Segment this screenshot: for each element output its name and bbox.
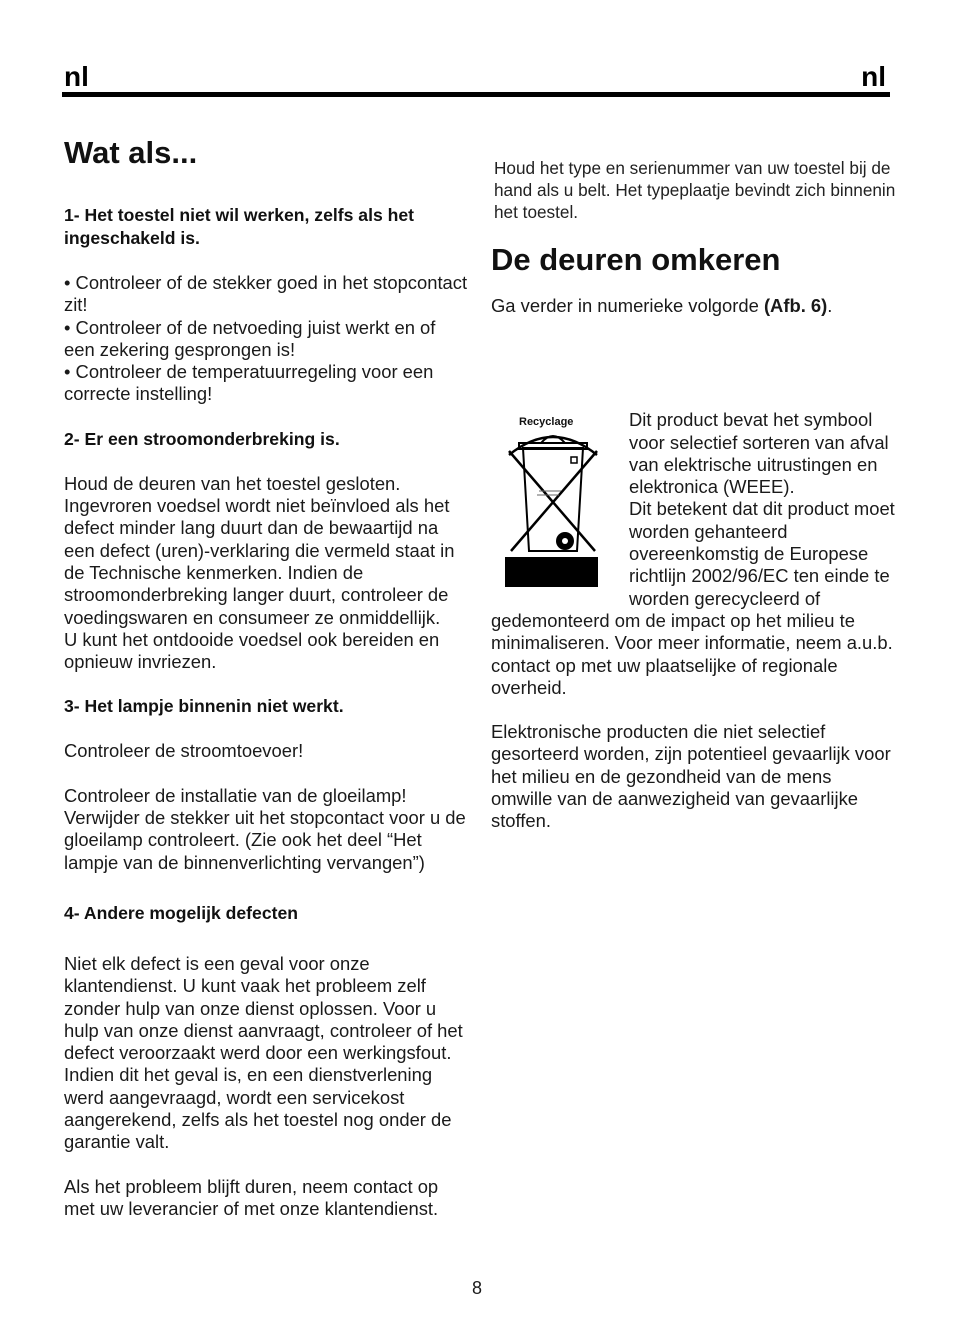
instruction-end: . (827, 295, 833, 316)
q2-paragraph-1: Houd de deuren van het toestel gesloten. Ingevroren voedsel wordt niet beïnvloed als het defect minder lang duurt dan de bewaartijd na een defect (uren)-verklaring die vermeld staat in de Technische kenmerken. Indien de stroomonderbreking langer duurt, controleer de voedingswaren en consumeer ze onmiddellijk. (64, 472, 455, 628)
section-title-wat-als: Wat als... (64, 135, 198, 170)
q1-bullet-2: • Controleer of de netvoeding juist werkt en of een zekering gesprongen is! (64, 316, 436, 360)
reverse-doors-instruction (491, 295, 896, 317)
right-column (491, 157, 896, 833)
question-4-heading: 4- Andere mogelijk defecten (64, 902, 298, 923)
weee-logo-label: Recyclage (519, 416, 574, 429)
question-3-heading: 3- Het lampje binnenin niet werkt. (64, 696, 344, 717)
question-1-heading: 1- Het toestel niet wil werken, zelfs als het ingeschakeld is. (64, 205, 415, 248)
weee-recycle-logo (503, 409, 611, 589)
header-rule (62, 92, 890, 97)
weee-paragraph-3: Elektronische producten die niet selectief gesorteerd worden, zijn potentieel gevaarlijk voor het milieu en de gezondheid van de mens omwille van de aanwezigheid van gevaarlijke stoffen. (491, 721, 891, 832)
weee-black-bar (505, 557, 598, 587)
q1-bullet-3: • Controleer de temperatuurregeling voor een correcte instelling! (64, 361, 434, 405)
crossed-out-bin-icon (503, 421, 603, 561)
q3-paragraph-2: Controleer de installatie van de gloeilamp! Verwijder de stekker uit het stopcontact voor u de gloeilamp controleert. (Zie ook het deel “Het lampje van de binnenverlichting vervangen”) (64, 784, 466, 873)
weee-paragraph-2: Dit betekent dat dit product moet worden gehanteerd overeenkomstig de Europese richtlijn 2002/96/EC ten einde te worden gerecycleerd of gedemonteerd om de impact op het milieu te minimaliseren. Voor meer informatie, neem a.u.b. contact op met uw plaatselijke of regionale overheid. (491, 498, 895, 698)
section-title-deuren-omkeren: De deuren omkeren (491, 242, 781, 277)
weee-section (491, 409, 896, 832)
q3-paragraph-1: Controleer de stroomtoevoer! (64, 740, 304, 762)
q1-bullet-1: • Controleer of de stekker goed in het stopcontact zit! (64, 272, 468, 316)
weee-paragraph-1: Dit product bevat het symbool voor selectief sorteren van afval van elektrische uitrustingen en elektronica (WEEE). (629, 409, 889, 498)
page-number: 8 (471, 1278, 482, 1298)
header-language-right: nl (861, 61, 886, 92)
type-plate-note: Houd het type en serienummer van uw toestel bij de hand als u belt. Het typeplaatje bevindt zich binnenin het toestel. (494, 158, 896, 222)
q4-paragraph-2: Als het probleem blijft duren, neem contact op met uw leverancier of met onze klantendienst. (64, 1175, 439, 1219)
q2-paragraph-2: U kunt het ontdooide voedsel ook bereiden en opnieuw invriezen. (64, 628, 440, 673)
q4-paragraph-1: Niet elk defect is een geval voor onze klantendienst. U kunt vaak het probleem zelf zonder hulp van onze dienst oplossen. Voor u hulp van onze dienst aanvraagt, controleer of het defect veroorzaakt werd door een werkingsfout. Indien dit het geval is, en een dienstverlening werd aangevraagd, wordt een servicekost aangerekend, zelfs als het toestel nog onder de garantie valt. (64, 952, 463, 1153)
header-language-left: nl (64, 61, 89, 92)
figure-reference: (Afb. 6) (763, 295, 828, 316)
left-column (64, 134, 469, 1220)
instruction-text: Ga verder in numerieke volgorde (491, 295, 764, 316)
question-2-heading: 2- Er een stroomonderbreking is. (64, 428, 340, 449)
